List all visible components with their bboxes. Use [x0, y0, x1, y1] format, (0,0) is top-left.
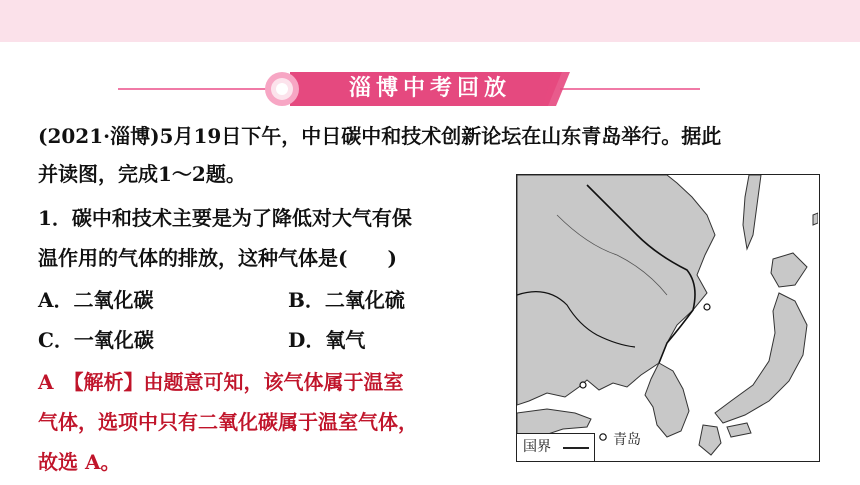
section-banner: [262, 70, 570, 108]
option-b: B．二氧化硫: [288, 288, 405, 312]
city-marker-north: [704, 304, 710, 310]
qingdao-label: 青岛: [613, 432, 641, 448]
banner-divider-left: [118, 88, 273, 90]
hokkaido-land: [771, 253, 807, 287]
map-drawing: [517, 175, 818, 460]
option-d: D．氧气: [288, 328, 366, 352]
answer-line-2: 气体，选项中只有二氧化碳属于温室气体，: [38, 410, 418, 434]
qingdao-marker: [600, 434, 606, 440]
mainland-land: [517, 175, 715, 405]
honshu-land: [715, 293, 807, 423]
shikoku-land: [727, 423, 751, 437]
banner-title: 淄博中考回放: [348, 76, 511, 101]
sakhalin-land: [743, 175, 761, 249]
peninsula-land: [645, 363, 689, 437]
kyushu-land: [699, 425, 721, 455]
question-line-2: 温作用的气体的排放，这种气体是( ): [38, 246, 397, 270]
city-marker-west: [580, 382, 586, 388]
passage-line-1: (2021·淄博)5月19日下午，中日碳中和技术创新论坛在山东青岛举行。据此: [38, 124, 722, 148]
top-bar: [0, 0, 860, 42]
region-map: [516, 174, 820, 462]
legend-label: 国界: [523, 439, 551, 455]
answer-line-3: 故选 A。: [38, 450, 121, 474]
kuril-islands: [813, 213, 818, 225]
option-a: A．二氧化碳: [38, 288, 154, 312]
question-line-1: 1．碳中和技术主要是为了降低对大气有保: [38, 206, 412, 230]
option-c: C．一氧化碳: [38, 328, 154, 352]
map-legend: [517, 433, 595, 461]
legend-border-symbol: [563, 447, 589, 449]
passage-line-2: 并读图，完成1～2题。: [38, 162, 246, 186]
banner-divider-right: [560, 88, 700, 90]
answer-line-1: A 【解析】由题意可知，该气体属于温室: [38, 370, 404, 394]
